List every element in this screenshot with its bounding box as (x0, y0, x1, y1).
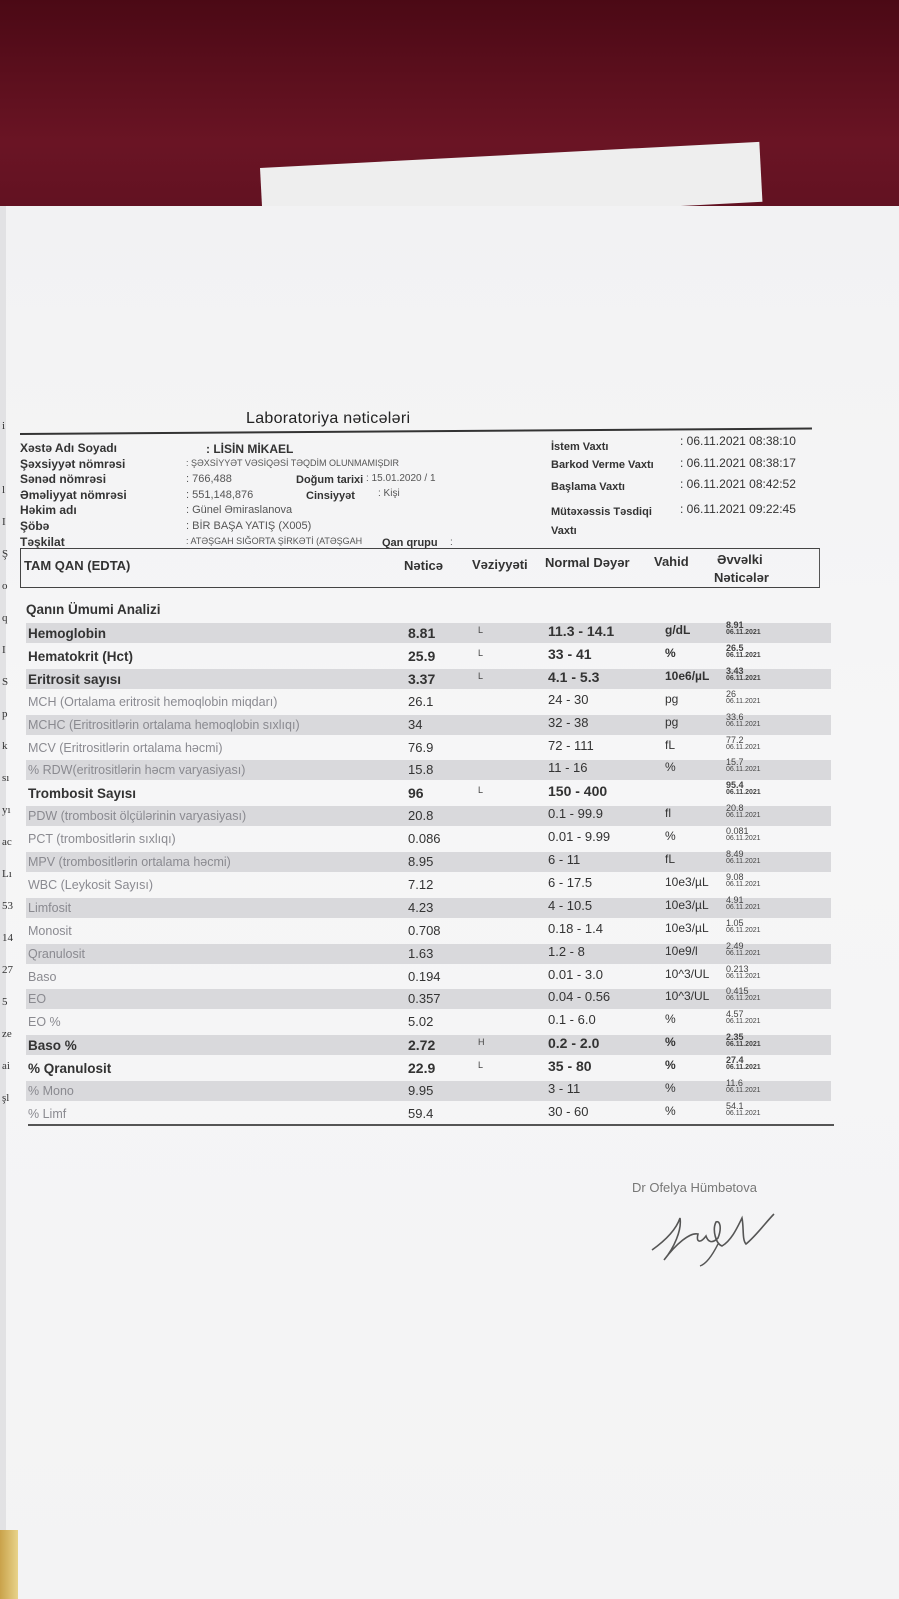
previous-date: 06.11.2021 (726, 629, 761, 636)
test-unit: % (665, 1081, 676, 1095)
margin-fragment: Lı (2, 868, 12, 880)
test-name: Hematokrit (Hct) (28, 649, 134, 664)
test-unit: 10e3/µL (665, 921, 709, 935)
test-previous (726, 690, 761, 706)
test-previous (726, 896, 761, 912)
test-previous (726, 621, 761, 637)
previous-date: 06.11.2021 (726, 973, 761, 980)
test-name: MPV (trombositlərin ortalama həcmi) (28, 855, 231, 869)
previous-value: 95.4 (726, 780, 744, 790)
test-result: 59.4 (408, 1106, 434, 1121)
test-normal-range: 0.01 - 9.99 (548, 829, 611, 844)
test-previous (726, 987, 761, 1003)
patient-value: : ATƏŞGAH SIĞORTA ŞİRKƏTİ (ATƏŞGAH (186, 536, 363, 546)
margin-fragment: 27 (2, 964, 13, 976)
test-unit: pg (665, 692, 679, 706)
previous-value: 3.43 (726, 666, 744, 676)
section-title (26, 602, 161, 617)
patient-extra-value: : (450, 537, 453, 548)
header-test: TAM QAN (EDTA) (24, 558, 131, 573)
test-name: Monosit (28, 924, 72, 938)
test-unit: 10e3/µL (665, 898, 709, 912)
test-result: 4.23 (408, 900, 434, 915)
test-normal-range: 6 - 11 (548, 852, 581, 867)
test-result: 22.9 (408, 1060, 436, 1076)
test-normal-range: 0.1 - 99.9 (548, 806, 603, 821)
previous-value: 26 (726, 689, 737, 699)
test-normal-range: 30 - 60 (548, 1104, 589, 1119)
time-label: Vaxtı (551, 525, 577, 537)
margin-fragment: q (2, 612, 8, 624)
margin-fragment: l (2, 484, 6, 496)
previous-date: 06.11.2021 (726, 995, 761, 1002)
test-result: 5.02 (408, 1014, 434, 1029)
patient-extra-label: Cinsiyyət (306, 490, 355, 502)
test-previous (726, 736, 761, 752)
previous-date: 06.11.2021 (726, 698, 761, 705)
test-result: 3.37 (408, 671, 436, 687)
test-result: 1.63 (408, 946, 434, 961)
test-unit: 10e6/µL (665, 669, 710, 683)
test-result: 2.72 (408, 1037, 436, 1053)
test-result: 15.8 (408, 762, 434, 777)
patient-label: Təşkilat (20, 535, 65, 549)
test-previous (726, 667, 761, 683)
margin-fragment: p (2, 708, 8, 720)
margin-fragment: Ş (2, 548, 9, 560)
previous-value: 4.91 (726, 895, 744, 905)
test-name: Baso (28, 970, 57, 984)
test-previous (726, 781, 761, 797)
test-normal-range: 35 - 80 (548, 1058, 592, 1074)
test-result: 0.086 (408, 831, 441, 846)
header-previous-2: Nəticələr (714, 570, 769, 585)
margin-fragment: 14 (2, 932, 13, 944)
test-normal-range: 3 - 11 (548, 1081, 581, 1096)
margin-fragment: yı (2, 804, 11, 816)
time-value: : 06.11.2021 08:42:52 (680, 477, 796, 491)
header-result: Nəticə (404, 558, 444, 573)
margin-fragment: ze (2, 1028, 12, 1040)
previous-date: 06.11.2021 (726, 858, 761, 865)
previous-value: 4.57 (726, 1009, 744, 1019)
test-previous (726, 965, 761, 981)
margin-fragment: 5 (2, 996, 8, 1008)
test-status: L (478, 1060, 484, 1070)
previous-date: 06.11.2021 (726, 1064, 761, 1071)
test-unit: 10e3/µL (665, 875, 709, 889)
time-label: Mütəxəssis Təsdiqi (551, 506, 652, 518)
previous-value: 27.4 (726, 1055, 744, 1065)
test-unit: pg (665, 715, 679, 729)
margin-fragment: i (2, 420, 6, 432)
patient-extra-label: Qan qrupu (382, 537, 438, 549)
test-name: EO (28, 992, 47, 1006)
time-label: Başlama Vaxtı (551, 481, 625, 493)
test-normal-range: 4.1 - 5.3 (548, 669, 600, 685)
previous-value: 0.415 (726, 986, 749, 996)
header-normal: Normal Dəyər (545, 555, 630, 570)
patient-extra-label: Doğum tarixi (296, 474, 364, 486)
previous-value: 54.1 (726, 1101, 744, 1111)
previous-date: 06.11.2021 (726, 1018, 761, 1025)
test-unit: fL (665, 738, 676, 752)
section-title-text: Qanın Ümumi Analizi (26, 602, 161, 617)
previous-value: 11.6 (726, 1078, 743, 1088)
test-result: 8.81 (408, 625, 436, 641)
test-unit: fL (665, 852, 676, 866)
test-normal-range: 32 - 38 (548, 715, 589, 730)
previous-date: 06.11.2021 (726, 927, 761, 934)
report-title: Laboratoriya nəticələri (246, 410, 411, 427)
header-unit: Vahid (654, 554, 689, 569)
test-unit: % (665, 1012, 676, 1026)
previous-date: 06.11.2021 (726, 881, 761, 888)
test-unit: 10e9/l (665, 944, 698, 958)
previous-date: 06.11.2021 (726, 721, 761, 728)
test-previous (726, 1010, 761, 1026)
margin-fragment: S (2, 676, 9, 688)
test-previous (726, 1102, 761, 1118)
test-normal-range: 6 - 17.5 (548, 875, 593, 890)
test-previous (726, 827, 761, 843)
patient-extra-value: : 15.01.2020 / 1 (366, 473, 436, 484)
test-name: PCT (trombositlərin sıxlıqı) (28, 832, 176, 846)
test-status: L (478, 671, 484, 681)
previous-date: 06.11.2021 (726, 812, 761, 819)
test-unit: fl (665, 806, 671, 820)
test-name: Limfosit (28, 901, 72, 915)
test-status: L (478, 785, 484, 795)
test-status: L (478, 625, 484, 635)
test-result: 9.95 (408, 1083, 434, 1098)
patient-label: Əməliyyat nömrəsi (20, 488, 127, 502)
test-name: Eritrosit sayısı (28, 672, 122, 687)
previous-value: 26.5 (726, 643, 744, 653)
test-previous (726, 850, 761, 866)
test-previous (726, 1056, 761, 1072)
test-result: 7.12 (408, 877, 434, 892)
test-normal-range: 0.1 - 6.0 (548, 1012, 596, 1027)
previous-date: 06.11.2021 (726, 789, 761, 796)
time-value: : 06.11.2021 08:38:17 (680, 456, 796, 470)
test-status: L (478, 648, 484, 658)
previous-value: 15.7 (726, 757, 744, 767)
test-normal-range: 0.01 - 3.0 (548, 967, 603, 982)
test-normal-range: 11.3 - 14.1 (548, 623, 615, 639)
test-unit: 10^3/UL (665, 967, 710, 981)
time-value: : 06.11.2021 09:22:45 (680, 502, 796, 516)
margin-fragment: I (2, 516, 6, 528)
test-name: PDW (trombosit ölçülərinin varyasiyası) (28, 809, 247, 823)
patient-value: : 766,488 (186, 473, 232, 485)
test-previous (726, 713, 761, 729)
test-result: 0.357 (408, 991, 441, 1006)
test-previous (726, 1079, 761, 1095)
previous-date: 06.11.2021 (726, 766, 761, 773)
test-previous (726, 942, 761, 958)
signature-image (646, 1200, 786, 1270)
test-unit: g/dL (665, 623, 691, 637)
test-name: % Qranulosit (28, 1061, 112, 1076)
test-normal-range: 0.18 - 1.4 (548, 921, 603, 936)
test-result: 0.194 (408, 969, 441, 984)
previous-date: 06.11.2021 (726, 950, 761, 957)
test-name: Baso % (28, 1038, 77, 1053)
time-label: İstem Vaxtı (551, 441, 609, 453)
test-previous (726, 1033, 761, 1049)
margin-fragment: şl (2, 1092, 10, 1104)
doctor-name: Dr Ofelya Hümbətova (632, 1180, 757, 1195)
test-normal-range: 33 - 41 (548, 646, 592, 662)
test-status: H (478, 1037, 485, 1047)
margin-fragment: ai (2, 1060, 10, 1072)
test-name: WBC (Leykosit Sayısı) (28, 878, 154, 892)
previous-value: 77.2 (726, 735, 744, 745)
test-result: 34 (408, 717, 423, 732)
previous-value: 20.8 (726, 803, 744, 813)
patient-label: Həkim adı (20, 503, 77, 517)
previous-value: 8.49 (726, 849, 744, 859)
margin-fragment: k (2, 740, 8, 752)
test-normal-range: 150 - 400 (548, 783, 608, 799)
test-normal-range: 11 - 16 (548, 760, 588, 775)
test-unit: 10^3/UL (665, 989, 710, 1003)
test-unit: % (665, 646, 676, 660)
test-name: MCH (Ortalama eritrosit hemoqlobin miqdarı) (28, 695, 278, 709)
patient-label: Şöbə (20, 519, 50, 533)
test-name: MCV (Eritrositlərin ortalama həcmi) (28, 741, 223, 755)
test-unit: % (665, 829, 676, 843)
time-label: Barkod Verme Vaxtı (551, 459, 654, 471)
previous-value: 1.05 (726, 918, 744, 928)
margin-fragment: 53 (2, 900, 13, 912)
test-name: EO % (28, 1015, 61, 1029)
test-name: Trombosit Sayısı (28, 786, 137, 801)
previous-value: 0.213 (726, 964, 749, 974)
test-result: 20.8 (408, 808, 434, 823)
test-name: Hemoglobin (28, 626, 106, 641)
test-previous (726, 919, 761, 935)
table-bottom-rule (28, 1124, 834, 1126)
patient-value: : LİSİN MİKAEL (206, 442, 294, 456)
previous-value: 2.35 (726, 1032, 744, 1042)
previous-value: 33.6 (726, 712, 744, 722)
test-result: 26.1 (408, 694, 434, 709)
previous-date: 06.11.2021 (726, 1110, 761, 1117)
previous-date: 06.11.2021 (726, 904, 761, 911)
test-name: MCHC (Eritrositlərin ortalama hemoqlobin sıxlıqı) (28, 718, 300, 732)
header-previous: Əvvəlki (717, 552, 763, 567)
time-value: : 06.11.2021 08:38:10 (680, 434, 796, 448)
test-result: 25.9 (408, 648, 436, 664)
previous-value: 2.49 (726, 941, 744, 951)
previous-date: 06.11.2021 (726, 1041, 761, 1048)
test-name: % Limf (28, 1107, 67, 1121)
previous-date: 06.11.2021 (726, 1087, 761, 1094)
previous-value: 9.08 (726, 872, 744, 882)
test-normal-range: 0.04 - 0.56 (548, 989, 611, 1004)
margin-fragment: sı (2, 772, 10, 784)
test-result: 76.9 (408, 740, 434, 755)
test-unit: % (665, 1104, 676, 1118)
test-name: Qranulosit (28, 947, 85, 961)
patient-label: Şəxsiyyət nömrəsi (20, 457, 126, 471)
patient-extra-value: : Kişi (378, 488, 400, 499)
margin-fragment: ac (2, 836, 12, 848)
test-result: 8.95 (408, 854, 434, 869)
test-result: 0.708 (408, 923, 441, 938)
test-normal-range: 24 - 30 (548, 692, 589, 707)
patient-value: : ŞƏXSİYYƏT VƏSİQƏSİ TƏQDİM OLUNMAMIŞDIR (186, 458, 400, 468)
test-unit: % (665, 1035, 676, 1049)
test-previous (726, 644, 761, 660)
margin-fragment: I (2, 644, 6, 656)
test-name: % RDW(eritrositlərin həcm varyasiyası) (28, 763, 246, 777)
previous-value: 8.91 (726, 620, 744, 630)
header-status: Vəziyyəti (472, 557, 528, 572)
previous-date: 06.11.2021 (726, 652, 761, 659)
previous-value: 0.081 (726, 826, 749, 836)
margin-fragment: o (2, 580, 8, 592)
test-unit: % (665, 760, 676, 774)
patient-label: Sənəd nömrəsi (20, 472, 107, 486)
patient-value: : Günel Əmiraslanova (186, 504, 293, 516)
patient-label: Xəstə Adı Soyadı (20, 441, 117, 455)
test-previous (726, 804, 761, 820)
test-normal-range: 1.2 - 8 (548, 944, 585, 959)
previous-date: 06.11.2021 (726, 835, 761, 842)
test-previous (726, 758, 761, 774)
patient-value: : 551,148,876 (186, 489, 254, 501)
test-normal-range: 0.2 - 2.0 (548, 1035, 600, 1051)
patient-value: : BİR BAŞA YATIŞ (X005) (186, 520, 312, 532)
test-normal-range: 72 - 111 (548, 738, 594, 753)
test-normal-range: 4 - 10.5 (548, 898, 593, 913)
paper-clip (0, 1530, 18, 1599)
test-name: % Mono (28, 1084, 74, 1098)
test-unit: % (665, 1058, 676, 1072)
previous-date: 06.11.2021 (726, 675, 761, 682)
test-result: 96 (408, 785, 424, 801)
test-previous (726, 873, 761, 889)
previous-date: 06.11.2021 (726, 744, 761, 751)
